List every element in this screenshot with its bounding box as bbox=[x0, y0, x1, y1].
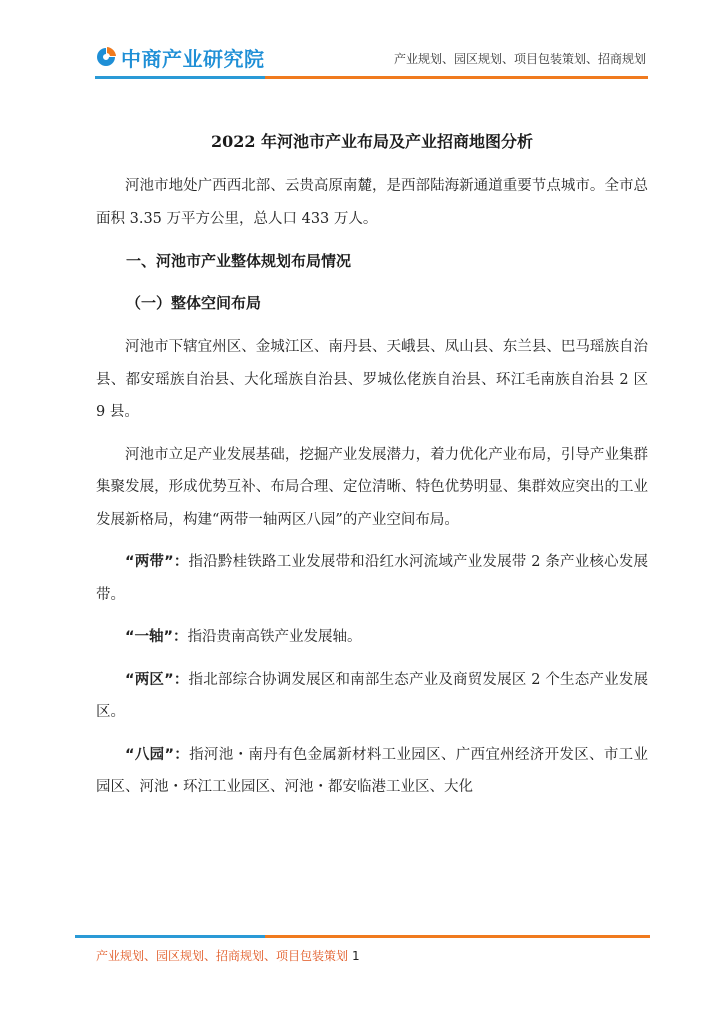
item-paragraph-yizhou bbox=[96, 621, 648, 654]
brand-logo bbox=[95, 42, 265, 72]
item-text: 指北部综合协调发展区和南部生态产业及商贸发展区 2 个生态产业发展区。 bbox=[96, 671, 648, 720]
page-number: 1 bbox=[352, 949, 360, 963]
item-text: 指河池・南丹有色金属新材料工业园区、广西宜州经济开发区、市工业园区、河池・环江工业园区、河池・都安临港工业区、大化 bbox=[96, 746, 648, 795]
logo-mark-icon bbox=[95, 46, 117, 68]
item-paragraph-bayuan bbox=[96, 739, 648, 804]
section-heading: 一、河池市产业整体规划布局情况 bbox=[126, 252, 352, 270]
footer-divider-blue bbox=[75, 935, 265, 938]
item-term: “八园”： bbox=[125, 746, 190, 763]
document-title: 2022 年河池市产业布局及产业招商地图分析 bbox=[210, 132, 534, 151]
page-header bbox=[0, 0, 724, 84]
item-text: 指沿黔桂铁路工业发展带和沿红水河流域产业发展带 2 条产业核心发展带。 bbox=[96, 554, 648, 603]
header-tagline: 产业规划、园区规划、项目包装策划、招商规划 bbox=[393, 52, 646, 66]
item-paragraph-liangqu bbox=[96, 664, 648, 729]
item-term: “两区”： bbox=[125, 671, 189, 688]
footer-tagline: 产业规划、园区规划、招商规划、项目包装策划 bbox=[96, 949, 349, 963]
item-term: “两带”： bbox=[125, 554, 189, 570]
page-footer bbox=[96, 947, 360, 964]
header-divider-orange bbox=[265, 76, 648, 79]
footer-divider-orange bbox=[265, 935, 650, 938]
document-body bbox=[96, 128, 648, 814]
logo-text: 中商产业研究院 bbox=[121, 46, 265, 71]
header-divider-blue bbox=[95, 76, 265, 79]
item-text: 指沿贵南高铁产业发展轴。 bbox=[187, 629, 362, 645]
layout-paragraph: 河池市立足产业发展基础，挖掘产业发展潜力，着力优化产业布局，引导产业集群集聚发展，形成优势互补、布局合理、定位清晰、特色优势明显、集群效应突出的工业发展新格局，构建“两带一轴两区八园”的产业空间布局。 bbox=[96, 446, 648, 528]
districts-paragraph: 河池市下辖宜州区、金城江区、南丹县、天峨县、凤山县、东兰县、巴马瑶族自治县、都安瑶族自治县、大化瑶族自治县、罗城仫佬族自治县、环江毛南族自治县 2 区 9 县。 bbox=[96, 339, 648, 420]
item-paragraph-liangdai bbox=[96, 546, 648, 611]
subsection-heading: （一）整体空间布局 bbox=[126, 294, 262, 312]
intro-paragraph: 河池市地处广西西北部、云贵高原南麓，是西部陆海新通道重要节点城市。全市总面积 3.35 万平方公里，总人口 433 万人。 bbox=[96, 178, 648, 227]
item-term: “一轴”： bbox=[125, 629, 188, 645]
